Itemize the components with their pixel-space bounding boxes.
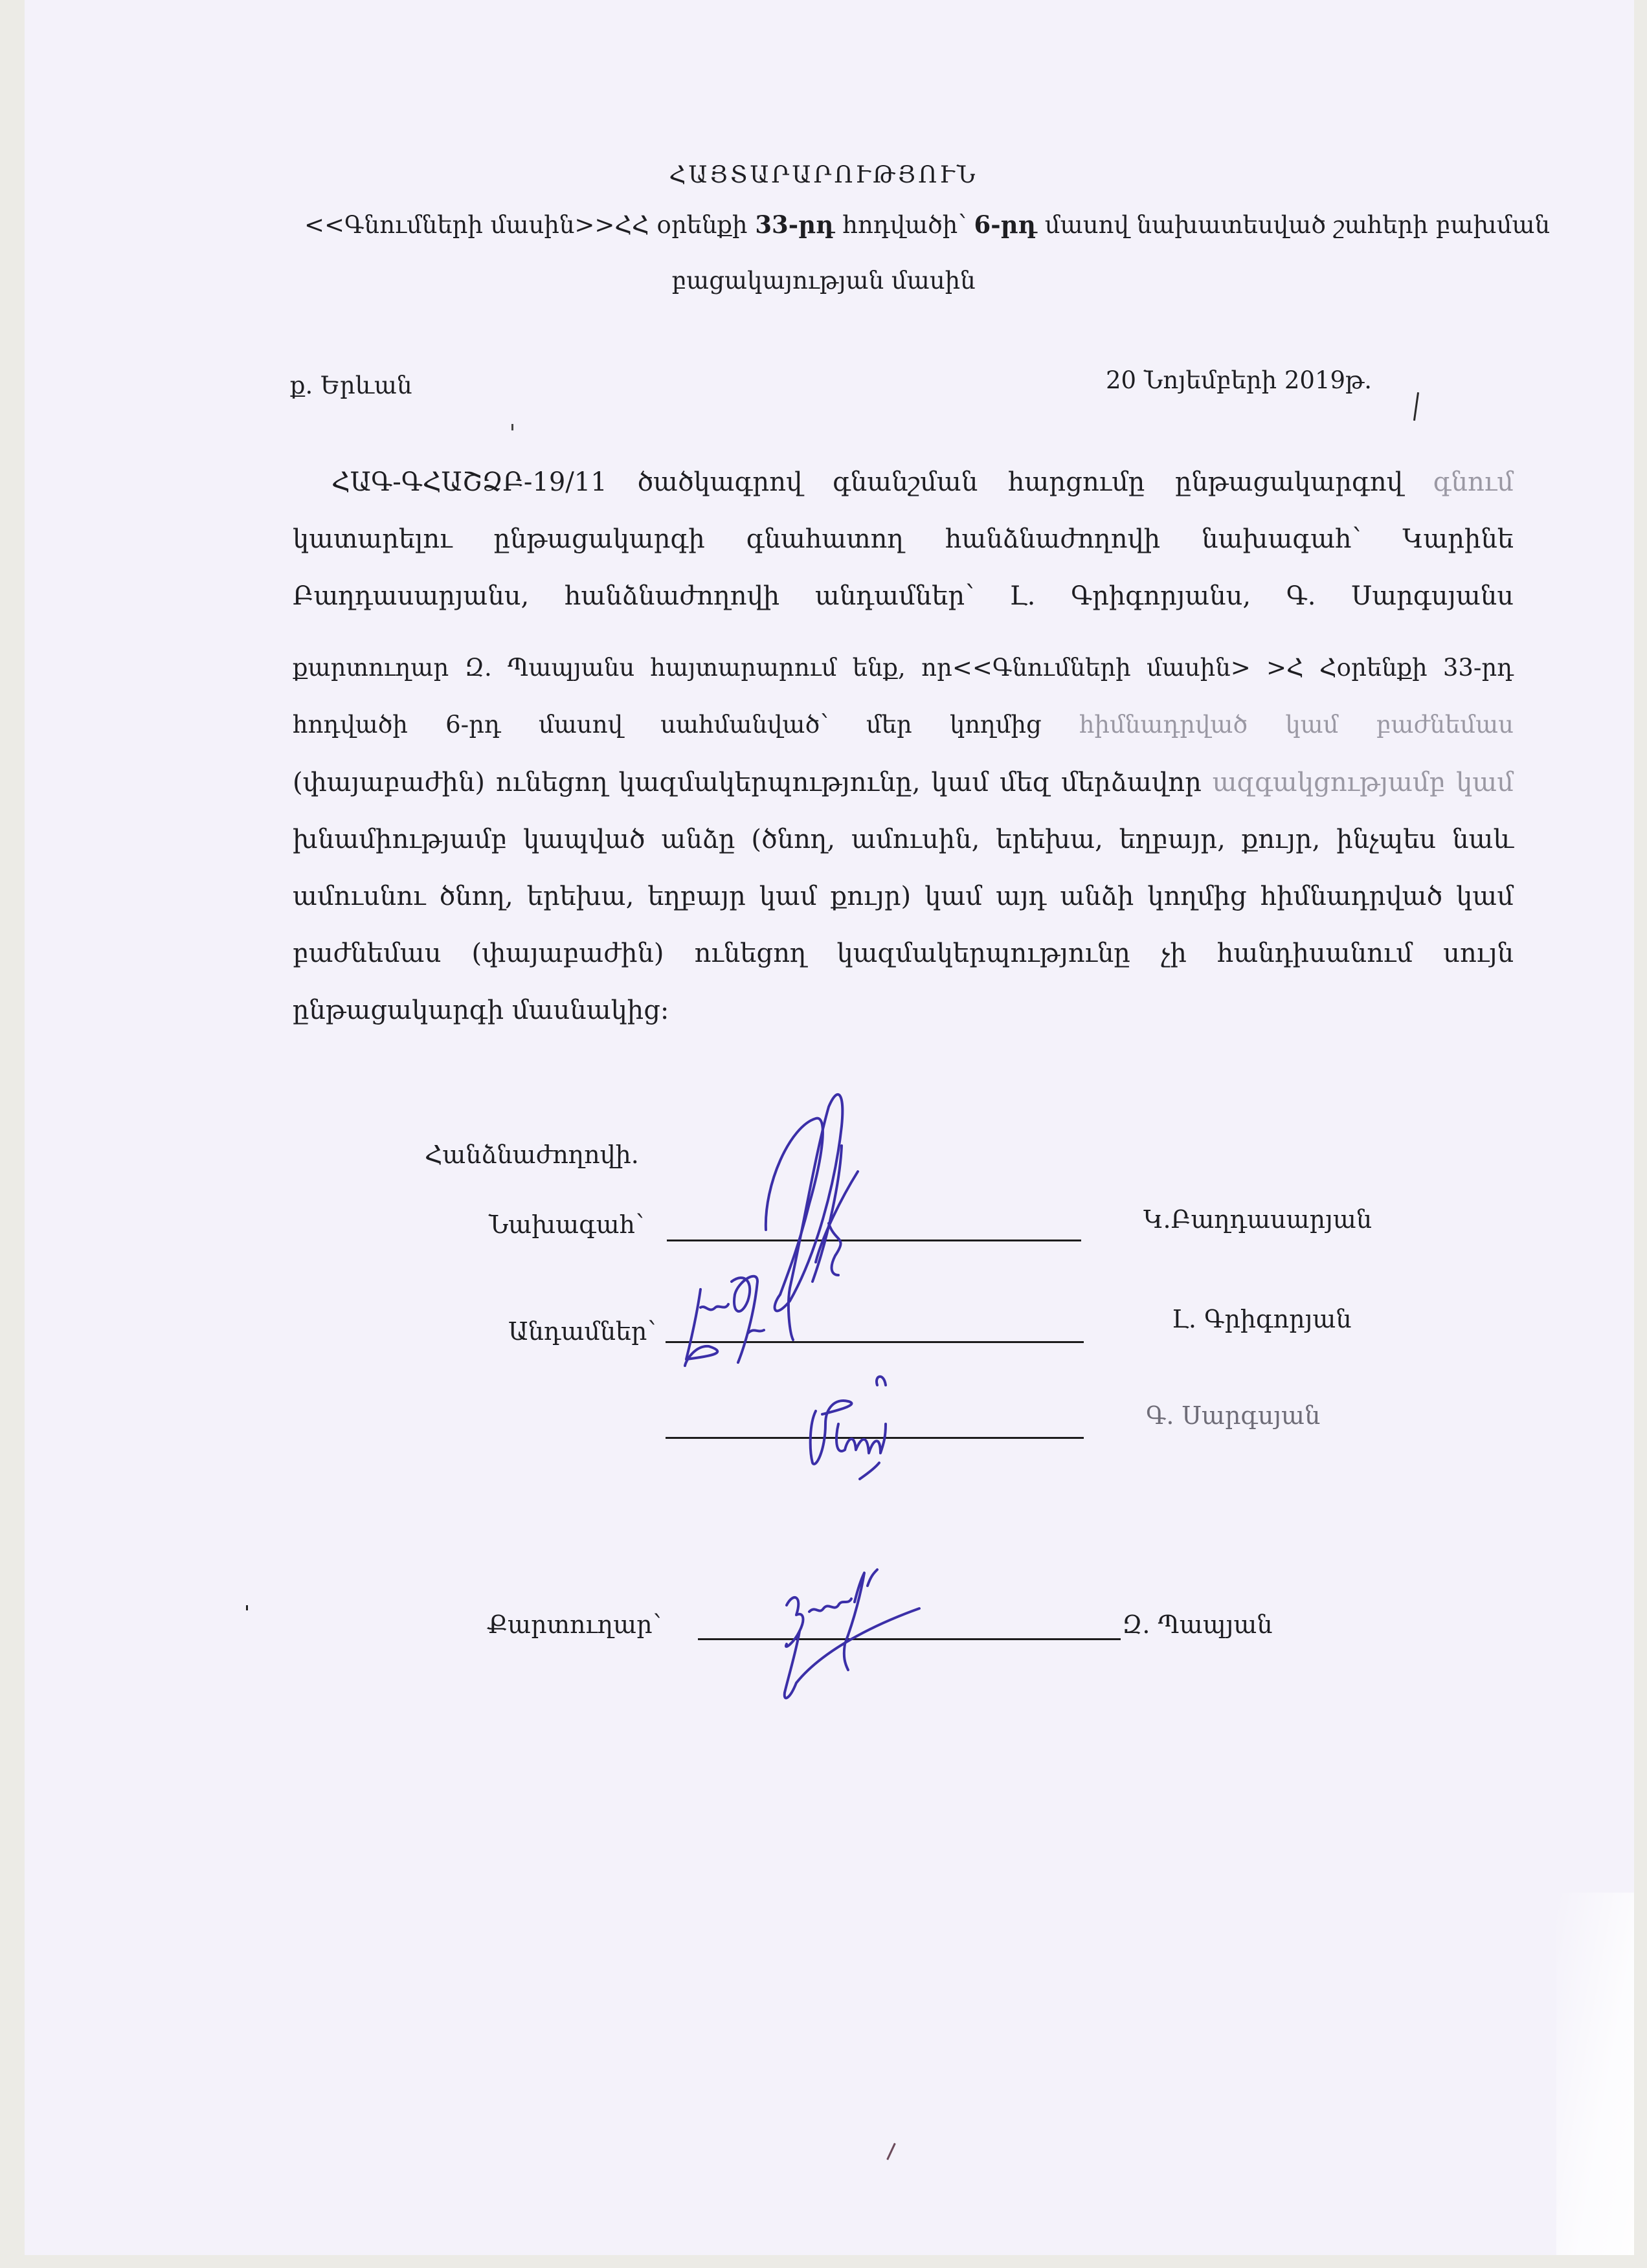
document-subtitle [304, 210, 1551, 239]
document-place: ք. Երևան [290, 372, 412, 399]
document-subtitle-line2: բացակայության մասին [671, 267, 976, 295]
member1-name: Լ. Գրիգորյան [1172, 1305, 1352, 1333]
chair-label: Նախագահ՝ [489, 1210, 644, 1239]
committee-label: Հանձնաժողովի. [425, 1140, 639, 1169]
scan-speck [246, 1605, 248, 1610]
document-title: ՀԱՅՏԱՐԱՐՈՒԹՅՈՒՆ [669, 162, 978, 188]
members-label: Անդամներ՝ [508, 1317, 656, 1346]
body-line: Բաղդասարյանս, հանձնաժողովի անդամներ՝ Լ. Գրիգորյանս, Գ. Սարգսյանս [293, 581, 1514, 611]
subtitle-part5: մասով նախատեսված շահերի բախման [1037, 211, 1551, 239]
scan-speck [511, 424, 513, 430]
member2-name: Գ. Սարգսյան [1146, 1401, 1321, 1430]
chair-name: Կ.Բաղդասարյան [1143, 1205, 1372, 1234]
scan-shadow [1556, 1893, 1634, 2255]
body-line: ՀԱԳ-ԳՀԱՇՁԲ-19/11 ծածկագրով գնանշման հարցումը ընթացակարգով գնում [331, 467, 1514, 497]
body-line: ընթացակարգի մասնակից: [293, 995, 669, 1025]
body-line: հոդվածի 6-րդ մասով սահմանված՝ մեր կողմից հիմնադրված կամ բաժնեմաս [293, 711, 1514, 739]
body-line: (փայաբաժին) ունեցող կազմակերպությունը, կամ մեզ մերձավոր ազգակցությամբ կամ [293, 768, 1514, 797]
body-line: քարտուղար Զ. Պապյանս հայտարարում ենք, որ<<Գնումների մասին> >Հ Հօրենքի 33-րդ [293, 654, 1514, 682]
body-line: կատարելու ընթացակարգի գնահատող հանձնաժողովի նախագահ՝ Կարինե [293, 524, 1514, 554]
subtitle-part-number: 6-րդ [974, 210, 1038, 239]
document-date: 20 Նոյեմբերի 2019թ. [1106, 366, 1372, 394]
body-line: բաժնեմաս (փայաբաժին) ունեցող կազմակերպությունը չի հանդիսանում սույն [293, 939, 1514, 968]
secretary-name: Զ. Պապյան [1122, 1610, 1273, 1639]
subtitle-part1: <<Գնումների մասին>>ՀՀ օրենքի [304, 211, 756, 239]
body-line: խնամիությամբ կապված անձը (ծնող, ամուսին, երեխա, եղբայր, քույր, ինչպես նաև [293, 825, 1514, 854]
subtitle-part3: հոդվածի՝ [835, 211, 974, 239]
member2-signature [809, 1372, 991, 1476]
secretary-label: Քարտուղար՝ [487, 1610, 662, 1639]
secretary-signature [783, 1566, 991, 1709]
subtitle-article: 33-րդ [755, 210, 835, 239]
body-line: ամուսնու ծնող, երեխա, եղբայր կամ քույր) կամ այդ անձի կողմից հիմնադրված կամ [293, 882, 1514, 911]
member1-signature [673, 1269, 829, 1372]
